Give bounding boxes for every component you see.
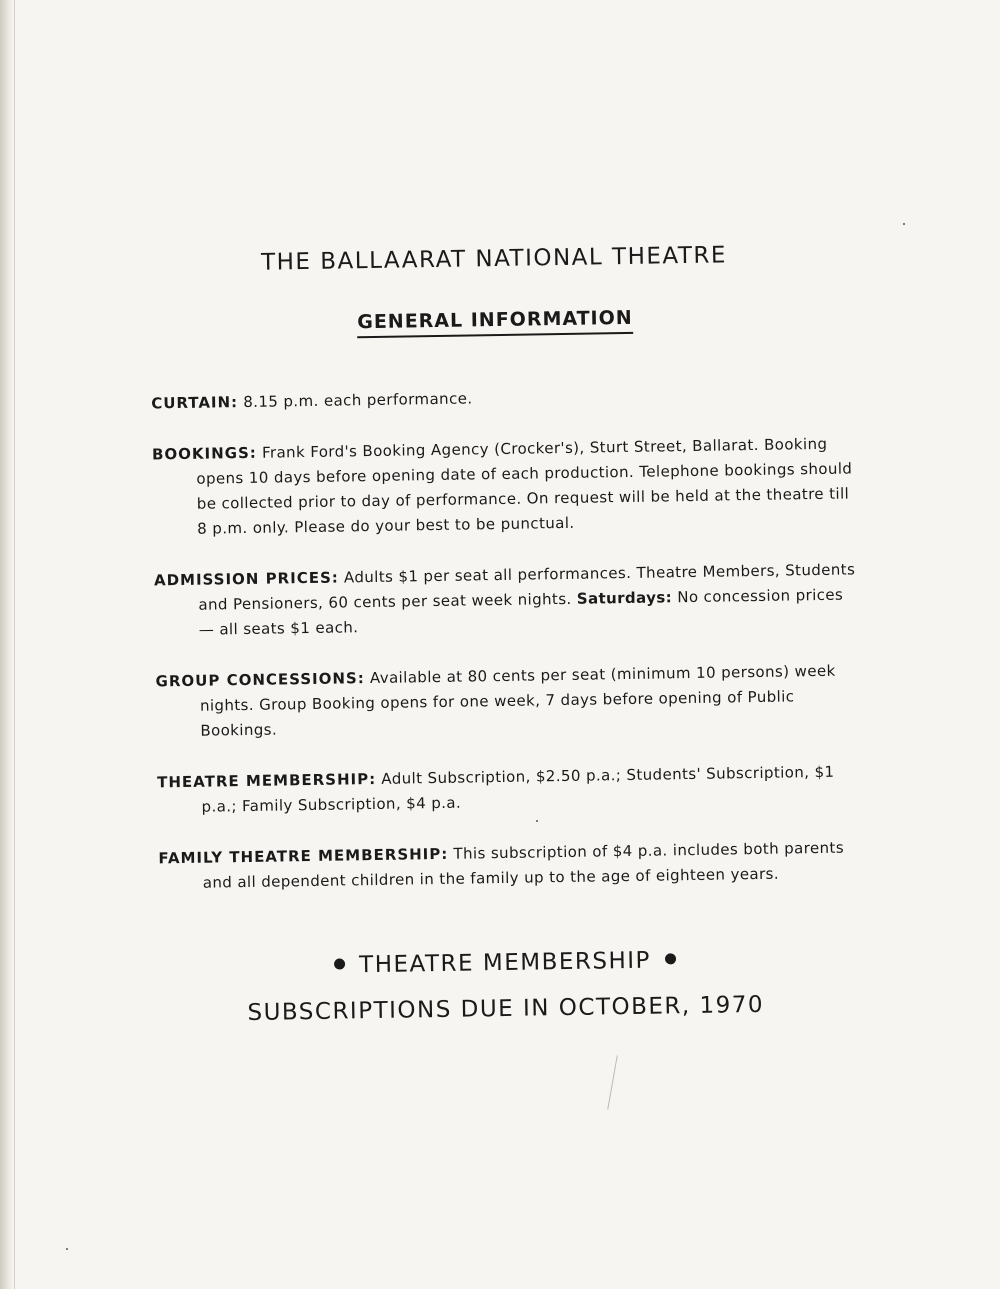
- info-list: [151, 380, 865, 920]
- paper-speck: [66, 1248, 68, 1250]
- info-label: GROUP CONCESSIONS:: [155, 669, 365, 691]
- info-item-bookings: [152, 431, 859, 542]
- bullet-icon: [665, 953, 676, 964]
- info-text: Adults $1 per seat all performances. Theatre Members, Students and Pensioners, 60 cents per seat week nights.: [198, 560, 856, 614]
- paper-speck: [536, 820, 538, 822]
- info-label: THEATRE MEMBERSHIP:: [157, 769, 377, 792]
- info-text: Available at 80 cents per seat (minimum 10 persons) week nights. Group Booking opens for one week, 7 days before opening of Public Bookings.: [199, 661, 836, 740]
- info-item-theatre-membership: [157, 759, 864, 820]
- info-item-group-concessions: [155, 658, 862, 744]
- info-inline-bold: Saturdays:: [576, 588, 673, 608]
- info-label: BOOKINGS:: [151, 443, 257, 464]
- info-text: 8.15 p.m. each performance.: [243, 389, 473, 412]
- info-item-family-membership: [158, 835, 865, 896]
- section-heading: [0, 301, 995, 339]
- announcement-line-1: [5, 942, 1000, 984]
- info-item-admission-prices: [154, 557, 861, 643]
- announcement-line-2: SUBSCRIPTIONS DUE IN OCTOBER, 1970: [247, 991, 765, 1027]
- info-text: Frank Ford's Booking Agency (Crocker's), Sturt Street, Ballarat. Booking opens 10 days before opening date of each production. Telephone bookings should be collected prior to day of performance. On request will be held at the theatre till 8 p.m. only. Please do your best to be punctual.: [196, 434, 853, 538]
- info-text: This subscription of $4 p.a. includes both parents and all dependent children in the family up to the age of eighteen years.: [202, 838, 845, 892]
- info-label: CURTAIN:: [151, 393, 239, 413]
- info-item-curtain: [151, 380, 857, 416]
- paper-speck: [903, 223, 905, 225]
- info-text: No concession prices — all seats $1 each.: [198, 585, 844, 639]
- section-heading-text: GENERAL INFORMATION: [357, 307, 633, 338]
- announcement-text: THEATRE MEMBERSHIP: [358, 947, 652, 979]
- theatre-name: THE BALLAARAT NATIONAL THEATRE: [260, 242, 728, 276]
- info-label: FAMILY THEATRE MEMBERSHIP:: [158, 844, 449, 868]
- bullet-icon: [334, 958, 345, 969]
- info-label: ADMISSION PRICES:: [153, 568, 339, 590]
- info-text: Adult Subscription, $2.50 p.a.; Students' Subscription, $1 p.a.; Family Subscription, $4 p.a.: [201, 762, 835, 816]
